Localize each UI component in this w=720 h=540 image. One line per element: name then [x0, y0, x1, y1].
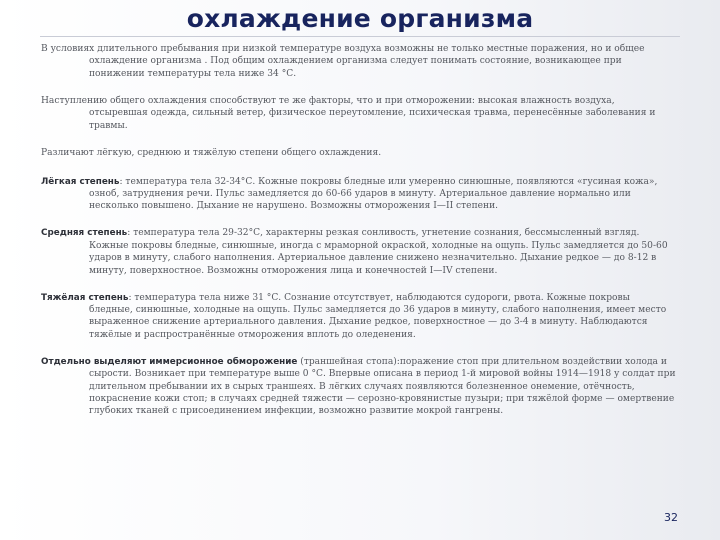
paragraph-text: : температура тела 32-34°С. Кожные покровы бледные или умеренно синюшные, появляются «гусиная кожа», озноб, затруднения речи. Пульс замедляется до 60-66 ударов в минуту. Артериальное давление нормально или несколько повышено. Дыхание не нарушено. Возможны отморожения I—II степени. [89, 176, 658, 212]
paragraph-text: : температура тела 29-32°С, характерны резкая сонливость, угнетение сознания, бессмысленный взгляд. Кожные покровы бледные, синюшные, иногда с мраморной окраской, холодные на ощупь. Пульс замедляется до 50-60 ударов в минуту, слабого наполнения. Артериальное давление снижено незначительно. Дыхание редкое — до 8-12 в минуту, поверхностное. Возможны отморожения лица и конечностей I—IV степени. [89, 228, 668, 276]
paragraph-text: Наступлению общего охлаждения способствуют те же факторы, что и при отморожении: высокая влажность воздуха, отсыревшая одежда, сильный ветер, физическое переутомление, психическая травма, перенесённые заболевания и травмы. [41, 95, 656, 131]
paragraph-text: В условиях длительного пребывания при низкой температуре воздуха возможны не только местные поражения, но и общее охлаждение организма . Под общим охлаждением организма следует понимать состояние, возникающее при понижении температуры тела ниже 34 °С. [41, 44, 645, 79]
paragraph-term: Средняя степень [41, 228, 128, 239]
paragraph-moderate-degree [41, 227, 676, 277]
title-divider [40, 36, 680, 37]
slide-title: охлаждение организма [186, 4, 534, 33]
paragraph-term: Лёгкая степень [41, 176, 120, 187]
paragraph-text: : температура тела ниже 31 °С. Сознание отсутствует, наблюдаются судороги, рвота. Кожные покровы бледные, синюшные, холодные на ощупь. Пульс замедляется до 36 ударов в минуту, слабого наполнения, имеет место выраженное снижение артериального давления. Дыхание редкое, поверхностное — до 3-4 в минуту. Наблюдаются тяжёлые и распространённые отморожения вплоть до оледенения. [89, 292, 667, 340]
paragraph-mild-degree [41, 176, 676, 213]
paragraph-severe-degree [41, 292, 676, 342]
paragraph-degrees [41, 147, 676, 159]
paragraph-immersion-frostbite [41, 356, 676, 418]
paragraph-text: Различают лёгкую, среднюю и тяжёлую степени общего охлаждения. [41, 147, 382, 158]
page-number: 32 [664, 511, 678, 524]
paragraph-text: (траншейная стопа):поражение стоп при длительном воздействии холода и сырости. Возникает при температуре выше 0 °С. Впервые описана в период 1-й мировой войны 1914—1918 у солдат при длительном пребывании их в сырых траншеях. В лёгких случаях появляются болезненное онемение, отёчность, покраснение кожи стоп; в случаях средней тяжести — серозно-кровянистые пузыри; при тяжёлой форме — омертвение глубоких тканей с присоединением инфекции, возможно развитие мокрой гангрены. [89, 356, 676, 417]
paragraph-general-cooling [41, 43, 676, 80]
slide-body [41, 43, 676, 432]
paragraph-term: Отдельно выделяют иммерсионное обморожение [41, 356, 298, 367]
paragraph-factors [41, 95, 676, 132]
paragraph-term: Тяжёлая степень [41, 292, 129, 303]
